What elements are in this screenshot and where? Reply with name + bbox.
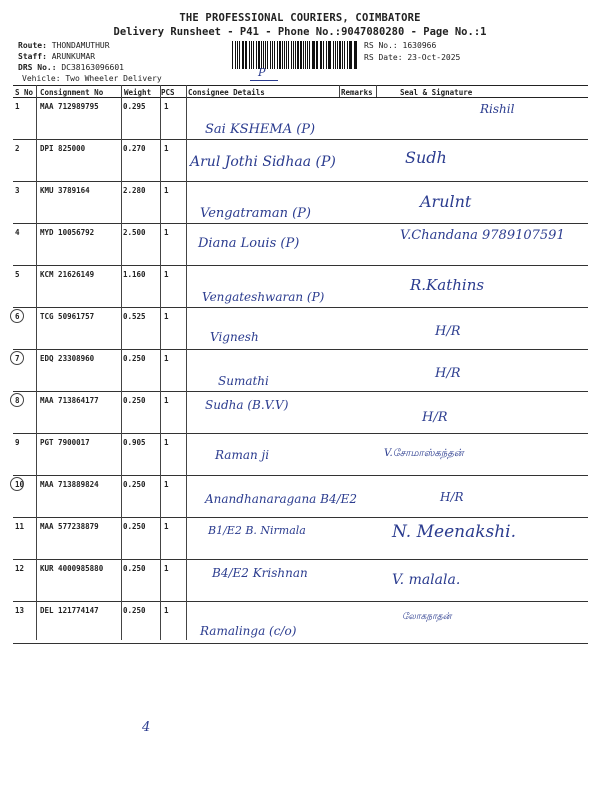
row-sno: 13	[15, 606, 25, 615]
row-consignee: B1/E2 B. Nirmala	[208, 524, 306, 537]
barcode-bar	[261, 41, 262, 69]
row-signature: Rishil	[480, 102, 515, 116]
row-weight: 0.250	[123, 396, 146, 405]
barcode-bar	[279, 41, 281, 69]
row-pcs: 1	[164, 606, 169, 615]
barcode-bar	[245, 41, 246, 69]
vehicle-field: Vehicle: Two Wheeler Delivery	[22, 74, 162, 83]
row-signature: Sudh	[405, 148, 447, 167]
barcode-bar	[293, 41, 294, 69]
handwritten-underline	[250, 80, 278, 81]
row-consignee: Anandhanaragana B4/E2	[205, 492, 358, 506]
col-sep-remarks	[376, 85, 377, 97]
row-signature: Arulnt	[420, 192, 472, 211]
barcode-bar	[309, 41, 310, 69]
col-sep-pcs	[186, 85, 187, 640]
barcode-bar	[297, 41, 299, 69]
col-sep-sno	[36, 85, 37, 640]
row-consignment-no: KUR 4000985880	[40, 564, 104, 573]
row-signature: H/R	[440, 490, 464, 504]
barcode-bar	[333, 41, 334, 69]
barcode-bar	[350, 41, 351, 69]
row-rule	[13, 475, 588, 476]
barcode-bar	[265, 41, 266, 69]
row-consignee: Diana Louis (P)	[198, 236, 300, 251]
staff-label: Staff:	[18, 52, 47, 61]
rs-no-label: RS No.:	[364, 41, 398, 50]
col-header-consignment: Consignment No	[40, 88, 104, 97]
route-field	[18, 41, 110, 50]
row-sno: 5	[15, 270, 20, 279]
row-pcs: 1	[164, 396, 169, 405]
row-consignment-no: DPI 825000	[40, 144, 86, 153]
col-header-weight: Weight	[124, 88, 152, 97]
barcode-bar	[339, 41, 341, 69]
row-pcs: 1	[164, 522, 169, 531]
row-number-circle	[10, 477, 24, 491]
barcode-bar	[300, 41, 301, 69]
barcode-bar	[321, 41, 322, 69]
barcode-bar	[286, 41, 287, 69]
row-sno: 10	[15, 480, 25, 489]
row-consignee: Vengatraman (P)	[200, 206, 311, 221]
row-sno: 2	[15, 144, 20, 153]
row-signature: H/R	[435, 366, 461, 381]
row-rule	[13, 391, 588, 392]
row-pcs: 1	[164, 480, 169, 489]
barcode-bar	[305, 41, 306, 69]
barcode-bar	[277, 41, 278, 69]
row-pcs: 1	[164, 354, 169, 363]
route-label: Route:	[18, 41, 47, 50]
row-weight: 0.250	[123, 564, 146, 573]
row-weight: 0.295	[123, 102, 146, 111]
row-consignee: Raman ji	[215, 448, 270, 462]
barcode-bar	[354, 41, 355, 69]
row-weight: 0.250	[123, 606, 146, 615]
row-rule	[13, 349, 588, 350]
row-consignee: Ramalinga (c/o)	[200, 624, 297, 638]
row-weight: 0.905	[123, 438, 146, 447]
row-rule	[13, 223, 588, 224]
row-signature: H/R	[435, 324, 461, 339]
barcode-bar	[329, 41, 330, 69]
row-consignment-no: MAA 713864177	[40, 396, 99, 405]
row-consignment-no: TCG 50961757	[40, 312, 95, 321]
row-signature: லோகநாதன்	[402, 612, 452, 622]
barcode-bar	[282, 41, 283, 69]
col-sep-consignee	[339, 85, 340, 97]
barcode-bar	[342, 41, 343, 69]
barcode-bar	[291, 41, 292, 69]
barcode-bar	[263, 41, 264, 69]
row-weight: 0.250	[123, 522, 146, 531]
barcode-bar	[337, 41, 338, 69]
barcode-bar	[349, 41, 350, 69]
row-number-circle	[10, 393, 24, 407]
row-rule	[13, 559, 588, 560]
barcode-bar	[335, 41, 336, 69]
row-sno: 11	[15, 522, 25, 531]
barcode-bar	[249, 41, 250, 69]
row-sno: 7	[15, 354, 20, 363]
col-sep-consignment	[121, 85, 122, 640]
row-consignment-no: MAA 712989795	[40, 102, 99, 111]
row-rule	[13, 643, 588, 644]
row-consignment-no: MAA 577238879	[40, 522, 99, 531]
col-header-consignee: Consignee Details	[188, 88, 265, 97]
barcode-bar	[284, 41, 285, 69]
barcode-bar	[239, 41, 240, 69]
barcode-bar	[307, 41, 308, 69]
barcode-bar	[328, 41, 329, 69]
rs-no-value: 1630966	[402, 41, 437, 50]
row-pcs: 1	[164, 564, 169, 573]
staff-field	[18, 52, 95, 61]
row-signature: V.சோமாஸ்கந்தன்	[384, 448, 464, 459]
barcode-bar	[320, 41, 321, 69]
barcode-bar	[344, 41, 345, 69]
rs-date-value: 23-Oct-2025	[407, 53, 461, 62]
row-consignment-no: KMU 3789164	[40, 186, 90, 195]
staff-value: ARUNKUMAR	[51, 52, 96, 61]
row-sno: 6	[15, 312, 20, 321]
handwritten-page-mark: 4	[142, 720, 151, 735]
row-sno: 9	[15, 438, 20, 447]
row-pcs: 1	[164, 438, 169, 447]
row-consignment-no: MAA 713889824	[40, 480, 99, 489]
barcode-bar	[232, 41, 233, 69]
barcode-bar	[272, 41, 273, 69]
row-consignee: B4/E2 Krishnan	[212, 566, 308, 580]
row-rule	[13, 139, 588, 140]
barcode-bar	[313, 41, 314, 69]
barcode-bar	[242, 41, 244, 69]
barcode-bar	[347, 41, 348, 69]
row-pcs: 1	[164, 228, 169, 237]
barcode-bar	[246, 41, 247, 69]
row-weight: 0.525	[123, 312, 146, 321]
barcode-bar	[235, 41, 236, 69]
rs-no-field	[364, 41, 436, 50]
drs-label: DRS No.:	[18, 63, 57, 72]
row-sno: 3	[15, 186, 20, 195]
barcode-bar	[316, 41, 318, 69]
row-weight: 2.280	[123, 186, 146, 195]
row-pcs: 1	[164, 102, 169, 111]
barcode-bar	[237, 41, 238, 69]
barcode-bar	[326, 41, 327, 69]
row-consignee: Vengateshwaran (P)	[202, 290, 325, 304]
row-signature: V.Chandana 9789107591	[400, 228, 565, 243]
row-consignment-no: DEL 121774147	[40, 606, 99, 615]
col-header-signature: Seal & Signature	[400, 88, 473, 97]
col-header-pcs: PCS	[161, 88, 175, 97]
drs-field	[18, 63, 124, 72]
drs-value: DC38163096601	[61, 63, 124, 72]
barcode-bar	[312, 41, 313, 69]
row-sno: 12	[15, 564, 25, 573]
row-rule	[13, 433, 588, 434]
row-pcs: 1	[164, 312, 169, 321]
row-signature: V. malala.	[392, 572, 461, 588]
col-header-sno: S No	[15, 88, 34, 97]
barcode-bar	[303, 41, 304, 69]
row-consignee: Arul Jothi Sidhaa (P)	[190, 154, 336, 170]
barcode-bar	[267, 41, 268, 69]
row-signature: R.Kathins	[410, 276, 485, 294]
handwritten-p-mark: P	[258, 66, 266, 79]
barcode-bar	[258, 41, 260, 69]
row-rule	[13, 517, 588, 518]
row-weight: 0.250	[123, 354, 146, 363]
barcode	[232, 41, 358, 69]
table-top-rule	[13, 85, 588, 86]
row-weight: 0.270	[123, 144, 146, 153]
row-number-circle	[10, 351, 24, 365]
barcode-bar	[251, 41, 252, 69]
document-title: THE PROFESSIONAL COURIERS, COIMBATORE	[179, 12, 421, 24]
barcode-bar	[256, 41, 257, 69]
row-weight: 0.250	[123, 480, 146, 489]
col-sep-weight	[160, 85, 161, 640]
barcode-bar	[295, 41, 296, 69]
row-pcs: 1	[164, 186, 169, 195]
row-rule	[13, 265, 588, 266]
row-sno: 4	[15, 228, 20, 237]
row-sno: 8	[15, 396, 20, 405]
row-consignee: Vignesh	[210, 330, 259, 344]
row-consignment-no: EDQ 23308960	[40, 354, 95, 363]
barcode-bar	[253, 41, 254, 69]
route-value: THONDAMUTHUR	[51, 41, 110, 50]
barcode-bar	[274, 41, 275, 69]
row-consignment-no: PGT 7900017	[40, 438, 90, 447]
barcode-bar	[270, 41, 271, 69]
row-signature: H/R	[422, 410, 448, 425]
row-weight: 1.160	[123, 270, 146, 279]
document-subtitle: Delivery Runsheet - P41 - Phone No.:9047080280 - Page No.:1	[113, 26, 487, 38]
row-consignee: Sai KSHEMA (P)	[205, 122, 316, 137]
row-rule	[13, 601, 588, 602]
barcode-bar	[288, 41, 289, 69]
row-sno: 1	[15, 102, 20, 111]
col-header-remarks: Remarks	[341, 88, 373, 97]
row-consignment-no: KCM 21626149	[40, 270, 95, 279]
rs-date-field	[364, 53, 460, 62]
row-number-circle	[10, 309, 24, 323]
row-pcs: 1	[164, 270, 169, 279]
row-consignee: Sumathi	[218, 374, 269, 388]
row-weight: 2.500	[123, 228, 146, 237]
row-pcs: 1	[164, 144, 169, 153]
row-consignee: Sudha (B.V.V)	[205, 398, 289, 412]
barcode-bar	[323, 41, 324, 69]
rs-date-label: RS Date:	[364, 53, 403, 62]
barcode-bar	[355, 41, 357, 69]
row-consignment-no: MYD 10056792	[40, 228, 95, 237]
row-rule	[13, 181, 588, 182]
row-signature: N. Meenakshi.	[392, 522, 517, 542]
table-header-rule	[13, 97, 588, 98]
row-rule	[13, 307, 588, 308]
